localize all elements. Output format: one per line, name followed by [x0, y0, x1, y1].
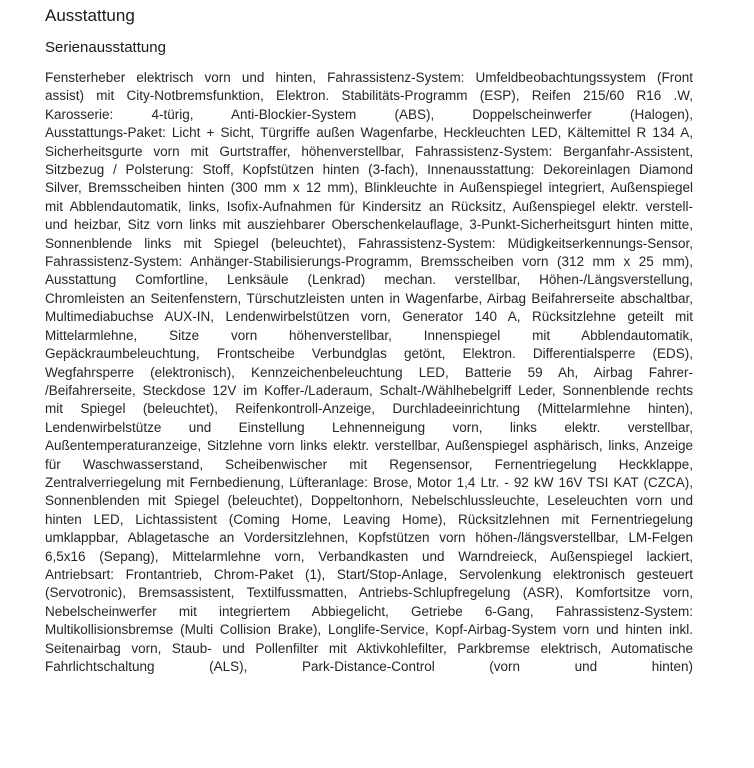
text-line: /Beifahrerseite, Steckdose 12V im Koffer-/Laderaum, Schalt-/Wählhebelgriff Leder, Sonnenblende rechts — [45, 382, 693, 398]
text-line: Nebelscheinwerfer mit integriertem Abbiegelicht, Getriebe 6-Gang, Fahrassistenz-System: — [45, 603, 693, 619]
text-line: Sonnenblenden mit Spiegel (beleuchtet), Doppeltonhorn, Nebelschlussleuchte, Leseleuchten vorn und — [45, 493, 693, 509]
section-title: Serienausstattung — [45, 39, 166, 56]
text-line: Sitzbezug / Polsterung: Stoff, Kopfstützen hinten (3-fach), Innenausstattung: Dekoreinlagen Diamond — [45, 162, 693, 178]
text-line: Multikollisionsbremse (Multi Collision Brake), Longlife-Service, Kopf-Airbag-System vorn und hinten inkl. — [45, 622, 693, 638]
text-line: Sonnenblende links mit Spiegel (beleuchtet), Fahrassistenz-System: Müdigkeitserkennungs-Sensor, — [45, 235, 693, 251]
text-line: Ausstattungs-Paket: Licht + Sicht, Türgriffe außen Wagenfarbe, Heckleuchten LED, Kältemittel R 134 A, — [45, 125, 693, 141]
text-line: Gepäckraumbeleuchtung, Frontscheibe Verbundglas getönt, Elektron. Differentialsperre (EDS), — [45, 346, 693, 362]
text-line: mit Spiegel (beleuchtet), Reifenkontroll-Anzeige, Durchladeeinrichtung (Mittelarmlehne hinten), — [45, 401, 693, 417]
text-line: Seitenairbag vorn, Staub- und Pollenfilter mit Aktivkohlefilter, Parkbremse elektrisch, Automatische — [45, 640, 693, 656]
text-line: assist) mit City-Notbremsfunktion, Elektron. Stabilitäts-Programm (ESP), Reifen 215/60 R16 .W, — [45, 88, 693, 104]
text-line: mit Abblendautomatik, links, Isofix-Aufnahmen für Kindersitz an Rücksitz, Außenspiegel elektr. verstell- — [45, 198, 693, 214]
page-title: Ausstattung — [45, 6, 135, 25]
text-line: und heizbar, Sitz vorn links mit ausziehbarer Oberschenkelauflage, 3-Punkt-Sicherheitsgurt hinten mitte, — [45, 217, 693, 233]
text-line: Fahrassistenz-System: Anhänger-Stabilisierungs-Programm, Bremsscheiben vorn (312 mm x 25 mm), — [45, 254, 693, 270]
text-line: hinten LED, Lichtassistent (Coming Home, Leaving Home), Rücksitzlehnen mit Fernentriegelung — [45, 511, 693, 527]
text-line: Mittelarmlehne, Sitze vorn höhenverstellbar, Innenspiegel mit Abblendautomatik, — [45, 327, 693, 343]
text-line: (Servotronic), Bremsassistent, Textilfussmatten, Antriebs-Schlupfregelung (ASR), Komfortsitze vorn, — [45, 585, 693, 601]
text-line: Wegfahrsperre (elektronisch), Kennzeichenbeleuchtung LED, Batterie 59 Ah, Airbag Fahrer- — [45, 364, 693, 380]
text-line: umklappbar, Ablagetasche an Vordersitzlehnen, Kopfstützen vorn höhen-/längsverstellbar, LM-Felgen — [45, 530, 693, 546]
text-line: Lendenwirbelstütze und Einstellung Lehnenneigung vorn, links elektr. verstellbar, — [45, 419, 693, 435]
text-line: Fahrlichtschaltung (ALS), Park-Distance-Control (vorn und hinten) — [45, 659, 693, 674]
text-line: Zentralverriegelung mit Fernbedienung, Lüfteranlage: Brose, Motor 1,4 Ltr. - 92 kW 16V TSI KAT (CZCA), — [45, 474, 693, 490]
text-line: Karosserie: 4-türig, Anti-Blockier-System (ABS), Doppelscheinwerfer (Halogen), — [45, 106, 693, 122]
text-line: Fensterheber elektrisch vorn und hinten, Fahrassistenz-System: Umfeldbeobachtungssystem (Front — [45, 70, 693, 85]
text-line: Antriebsart: Frontantrieb, Chrom-Paket (1), Start/Stop-Anlage, Servolenkung elektronisch gesteuert — [45, 566, 693, 582]
text-line: für Waschwasserstand, Scheibenwischer mit Regensensor, Fernentriegelung Heckklappe, — [45, 456, 693, 472]
text-line: Silver, Bremsscheiben hinten (300 mm x 12 mm), Blinkleuchte in Außenspiegel integriert, Außenspiegel — [45, 180, 693, 196]
document-page — [45, 0, 693, 676]
equipment-list-text — [45, 69, 693, 676]
text-line: Außentemperaturanzeige, Sitzlehne vorn links elektr. verstellbar, Außenspiegel asphärisch, links, Anzeige — [45, 438, 693, 454]
text-line: Ausstattung Comfortline, Lenksäule (Lenkrad) mechan. verstellbar, Höhen-/Längsverstellung, — [45, 272, 693, 288]
text-line: 6,5x16 (Sepang), Mittelarmlehne vorn, Verbandkasten und Warndreieck, Außenspiegel lackiert, — [45, 548, 693, 564]
text-line: Multimediabuchse AUX-IN, Lendenwirbelstützen vorn, Generator 140 A, Rücksitzlehne geteilt mit — [45, 309, 693, 325]
text-line: Chromleisten an Seitenfenstern, Türschutzleisten unten in Wagenfarbe, Airbag Beifahrerseite abschaltbar, — [45, 290, 693, 306]
text-line: Sicherheitsgurte vorn mit Gurtstraffer, höhenverstellbar, Fahrassistenz-System: Berganfahr-Assistent, — [45, 143, 693, 159]
